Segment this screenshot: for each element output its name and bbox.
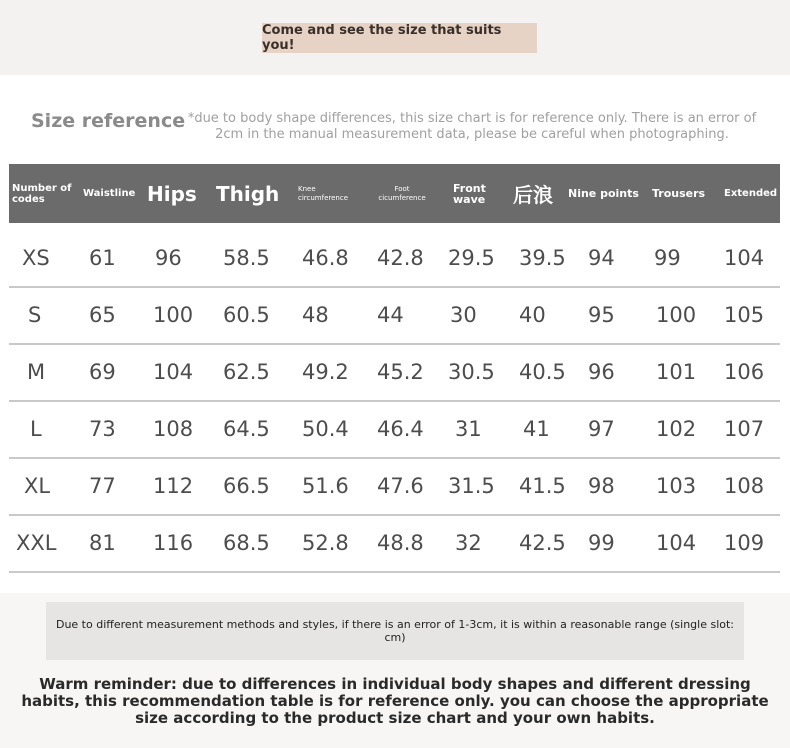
knee-value: 49.2 xyxy=(302,359,349,384)
trousers-value: 99 xyxy=(654,245,681,270)
extended-value: 106 xyxy=(724,359,765,384)
foot-value: 45.2 xyxy=(377,359,424,384)
promo-banner: Come and see the size that suits you! xyxy=(262,23,537,53)
front-wave-value: 31 xyxy=(455,416,482,441)
back-wave-value: 41 xyxy=(523,416,550,441)
nine-points-value: 99 xyxy=(588,530,615,555)
size-code: XXL xyxy=(16,530,57,555)
thigh-value: 68.5 xyxy=(223,530,270,555)
table-row xyxy=(9,286,780,345)
knee-value: 48 xyxy=(302,302,329,327)
size-code: XS xyxy=(22,245,50,270)
warm-reminder: Warm reminder: due to differences in individual body shapes and different dressing habits, this recommendation table is for reference only. you can choose the appropriate size according to the product size chart and your own habits. xyxy=(21,675,769,727)
trousers-value: 104 xyxy=(656,530,697,555)
col-header-hips: Hips xyxy=(147,181,197,206)
waistline-value: 61 xyxy=(89,245,116,270)
back-wave-value: 39.5 xyxy=(519,245,566,270)
size-reference-title: Size reference xyxy=(31,110,186,132)
hips-value: 96 xyxy=(155,245,182,270)
table-row xyxy=(9,229,780,288)
knee-value: 52.8 xyxy=(302,530,349,555)
thigh-value: 60.5 xyxy=(223,302,270,327)
col-header-trousers: Trousers xyxy=(652,187,706,200)
hips-value: 100 xyxy=(153,302,194,327)
extended-value: 104 xyxy=(724,245,765,270)
measurement-note: Due to different measurement methods and styles, if there is an error of 1-3cm, it is within a reasonable range (single slot: cm) xyxy=(46,602,744,660)
col-header-knee: Knee circumference xyxy=(298,184,349,202)
knee-value: 46.8 xyxy=(302,245,349,270)
knee-value: 51.6 xyxy=(302,473,349,498)
table-row xyxy=(9,514,780,573)
col-header-size-code: Number of codes xyxy=(12,182,72,205)
foot-value: 46.4 xyxy=(377,416,424,441)
waistline-value: 81 xyxy=(89,530,116,555)
thigh-value: 62.5 xyxy=(223,359,270,384)
thigh-value: 66.5 xyxy=(223,473,270,498)
trousers-value: 103 xyxy=(656,473,697,498)
waistline-value: 65 xyxy=(89,302,116,327)
knee-value: 50.4 xyxy=(302,416,349,441)
hips-value: 116 xyxy=(153,530,194,555)
table-row xyxy=(9,400,780,459)
waistline-value: 69 xyxy=(89,359,116,384)
size-code: L xyxy=(30,416,42,441)
front-wave-value: 29.5 xyxy=(448,245,495,270)
foot-value: 42.8 xyxy=(377,245,424,270)
trousers-value: 101 xyxy=(656,359,697,384)
nine-points-value: 97 xyxy=(588,416,615,441)
col-header-thigh: Thigh xyxy=(216,181,280,206)
table-header xyxy=(9,164,780,223)
hips-value: 104 xyxy=(153,359,194,384)
col-header-waistline: Waistline xyxy=(83,188,136,199)
col-header-back-wave: 后浪 xyxy=(513,183,553,207)
col-header-front-wave: Front wave xyxy=(453,181,486,206)
size-code: S xyxy=(28,302,42,327)
col-header-extended: Extended xyxy=(724,188,778,199)
extended-value: 108 xyxy=(724,473,765,498)
back-wave-value: 40.5 xyxy=(519,359,566,384)
waistline-value: 73 xyxy=(89,416,116,441)
back-wave-value: 40 xyxy=(519,302,546,327)
front-wave-value: 32 xyxy=(455,530,482,555)
trousers-value: 100 xyxy=(656,302,697,327)
nine-points-value: 96 xyxy=(588,359,615,384)
foot-value: 44 xyxy=(377,302,404,327)
front-wave-value: 31.5 xyxy=(448,473,495,498)
extended-value: 109 xyxy=(724,530,765,555)
size-reference-note: *due to body shape differences, this size chart is for reference only. There is an error of 2cm in the manual measurement data, please be careful when photographing. xyxy=(187,111,757,142)
front-wave-value: 30.5 xyxy=(448,359,495,384)
thigh-value: 64.5 xyxy=(223,416,270,441)
nine-points-value: 94 xyxy=(588,245,615,270)
size-code: M xyxy=(27,359,46,384)
foot-value: 48.8 xyxy=(377,530,424,555)
col-header-nine-points: Nine points xyxy=(568,187,639,200)
extended-value: 105 xyxy=(724,302,765,327)
trousers-value: 102 xyxy=(656,416,697,441)
foot-value: 47.6 xyxy=(377,473,424,498)
thigh-value: 58.5 xyxy=(223,245,270,270)
waistline-value: 77 xyxy=(89,473,116,498)
table-row xyxy=(9,457,780,516)
size-code: XL xyxy=(24,473,51,498)
back-wave-value: 42.5 xyxy=(519,530,566,555)
hips-value: 108 xyxy=(153,416,194,441)
table-row xyxy=(9,343,780,402)
extended-value: 107 xyxy=(724,416,765,441)
nine-points-value: 95 xyxy=(588,302,615,327)
front-wave-value: 30 xyxy=(450,302,477,327)
nine-points-value: 98 xyxy=(588,473,615,498)
hips-value: 112 xyxy=(153,473,194,498)
back-wave-value: 41.5 xyxy=(519,473,566,498)
col-header-foot: Foot cicumference xyxy=(378,184,426,202)
